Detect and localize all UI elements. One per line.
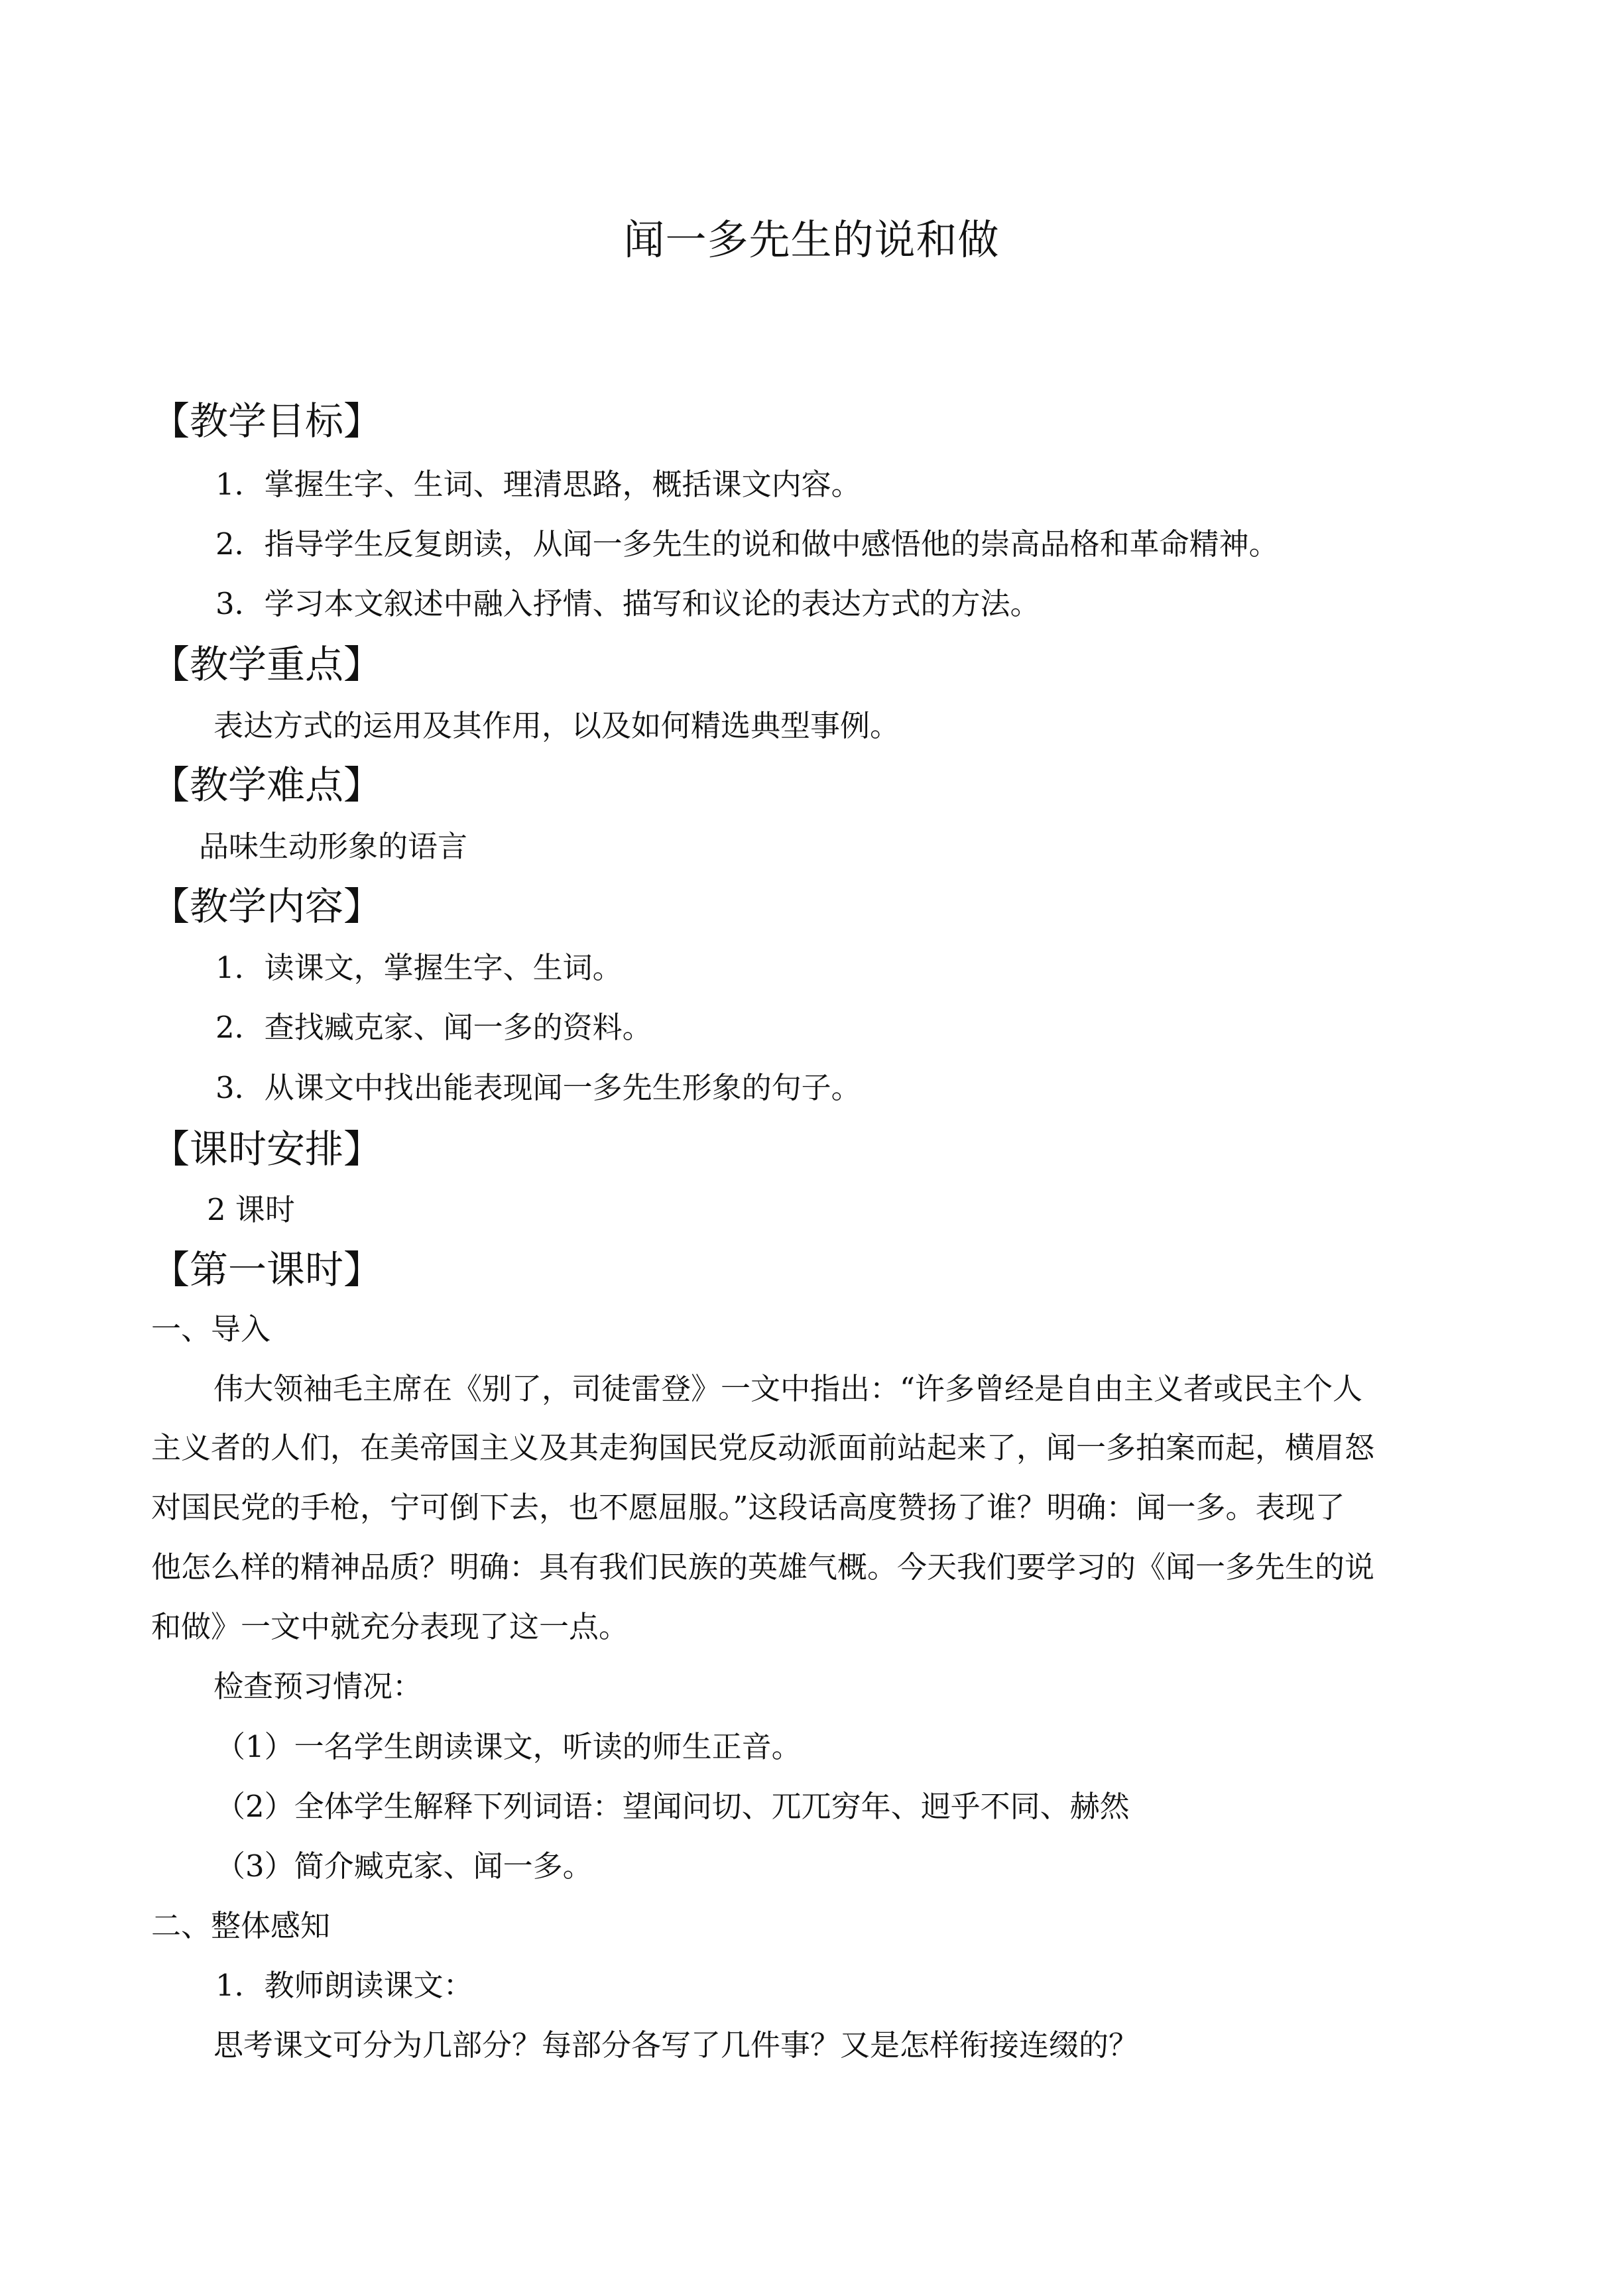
part1-title: 一、导入 — [151, 1311, 271, 1347]
preview-item-2: （2）全体学生解释下列词语：望闻问切、兀兀穷年、迥乎不同、赫然 — [215, 1789, 1130, 1824]
intro-paragraph-line-1: 伟大领袖毛主席在《别了，司徒雷登》一文中指出：“许多曾经是自由主义者或民主个人 — [213, 1371, 1363, 1406]
heading-content: 【教学内容】 — [151, 884, 383, 929]
key-points-text: 表达方式的运用及其作用，以及如何精选典型事例。 — [213, 708, 900, 743]
heading-first-lesson: 【第一课时】 — [151, 1247, 383, 1292]
part2-title: 二、整体感知 — [151, 1908, 331, 1943]
objective-item-3: 3．学习本文叙述中融入抒情、描写和议论的表达方式的方法。 — [215, 586, 1040, 621]
part2-item-2: 思考课文可分为几部分？每部分各写了几件事？又是怎样衔接连缀的？ — [213, 2027, 1139, 2063]
preview-item-3: （3）简介臧克家、闻一多。 — [215, 1848, 593, 1884]
heading-schedule: 【课时安排】 — [151, 1126, 383, 1172]
content-item-3: 3．从课文中找出能表现闻一多先生形象的句子。 — [215, 1070, 861, 1105]
heading-difficulties: 【教学难点】 — [151, 762, 383, 808]
intro-paragraph-line-5: 和做》一文中就充分表现了这一点。 — [151, 1609, 629, 1644]
document-title: 闻一多先生的说和做 — [623, 215, 1000, 264]
heading-objectives: 【教学目标】 — [151, 398, 383, 444]
content-item-1: 1．读课文，掌握生字、生词。 — [215, 950, 623, 985]
intro-paragraph-line-3: 对国民党的手枪，宁可倒下去，也不愿屈服。”这段话高度赞扬了谁？明确：闻一多。表现了 — [151, 1490, 1345, 1525]
intro-paragraph-line-2: 主义者的人们，在美帝国主义及其走狗国民党反动派面前站起来了，闻一多拍案而起，横眉怒 — [151, 1430, 1375, 1465]
preview-check-label: 检查预习情况： — [213, 1669, 423, 1704]
intro-paragraph-line-4: 他怎么样的精神品质？明确：具有我们民族的英雄气概。今天我们要学习的《闻一多先生的说 — [151, 1549, 1375, 1585]
part2-item-1: 1．教师朗读课文： — [215, 1968, 473, 2003]
objective-item-2: 2．指导学生反复朗读，从闻一多先生的说和做中感悟他的崇高品格和革命精神。 — [215, 526, 1279, 562]
preview-item-1: （1）一名学生朗读课文，听读的师生正音。 — [215, 1729, 802, 1764]
content-item-2: 2．查找臧克家、闻一多的资料。 — [215, 1010, 652, 1045]
objective-item-1: 1．掌握生字、生词、理清思路，概括课文内容。 — [215, 467, 861, 502]
heading-key-points: 【教学重点】 — [151, 642, 383, 687]
difficulties-text: 品味生动形象的语言 — [199, 829, 468, 864]
schedule-text: 2 课时 — [207, 1192, 295, 1227]
